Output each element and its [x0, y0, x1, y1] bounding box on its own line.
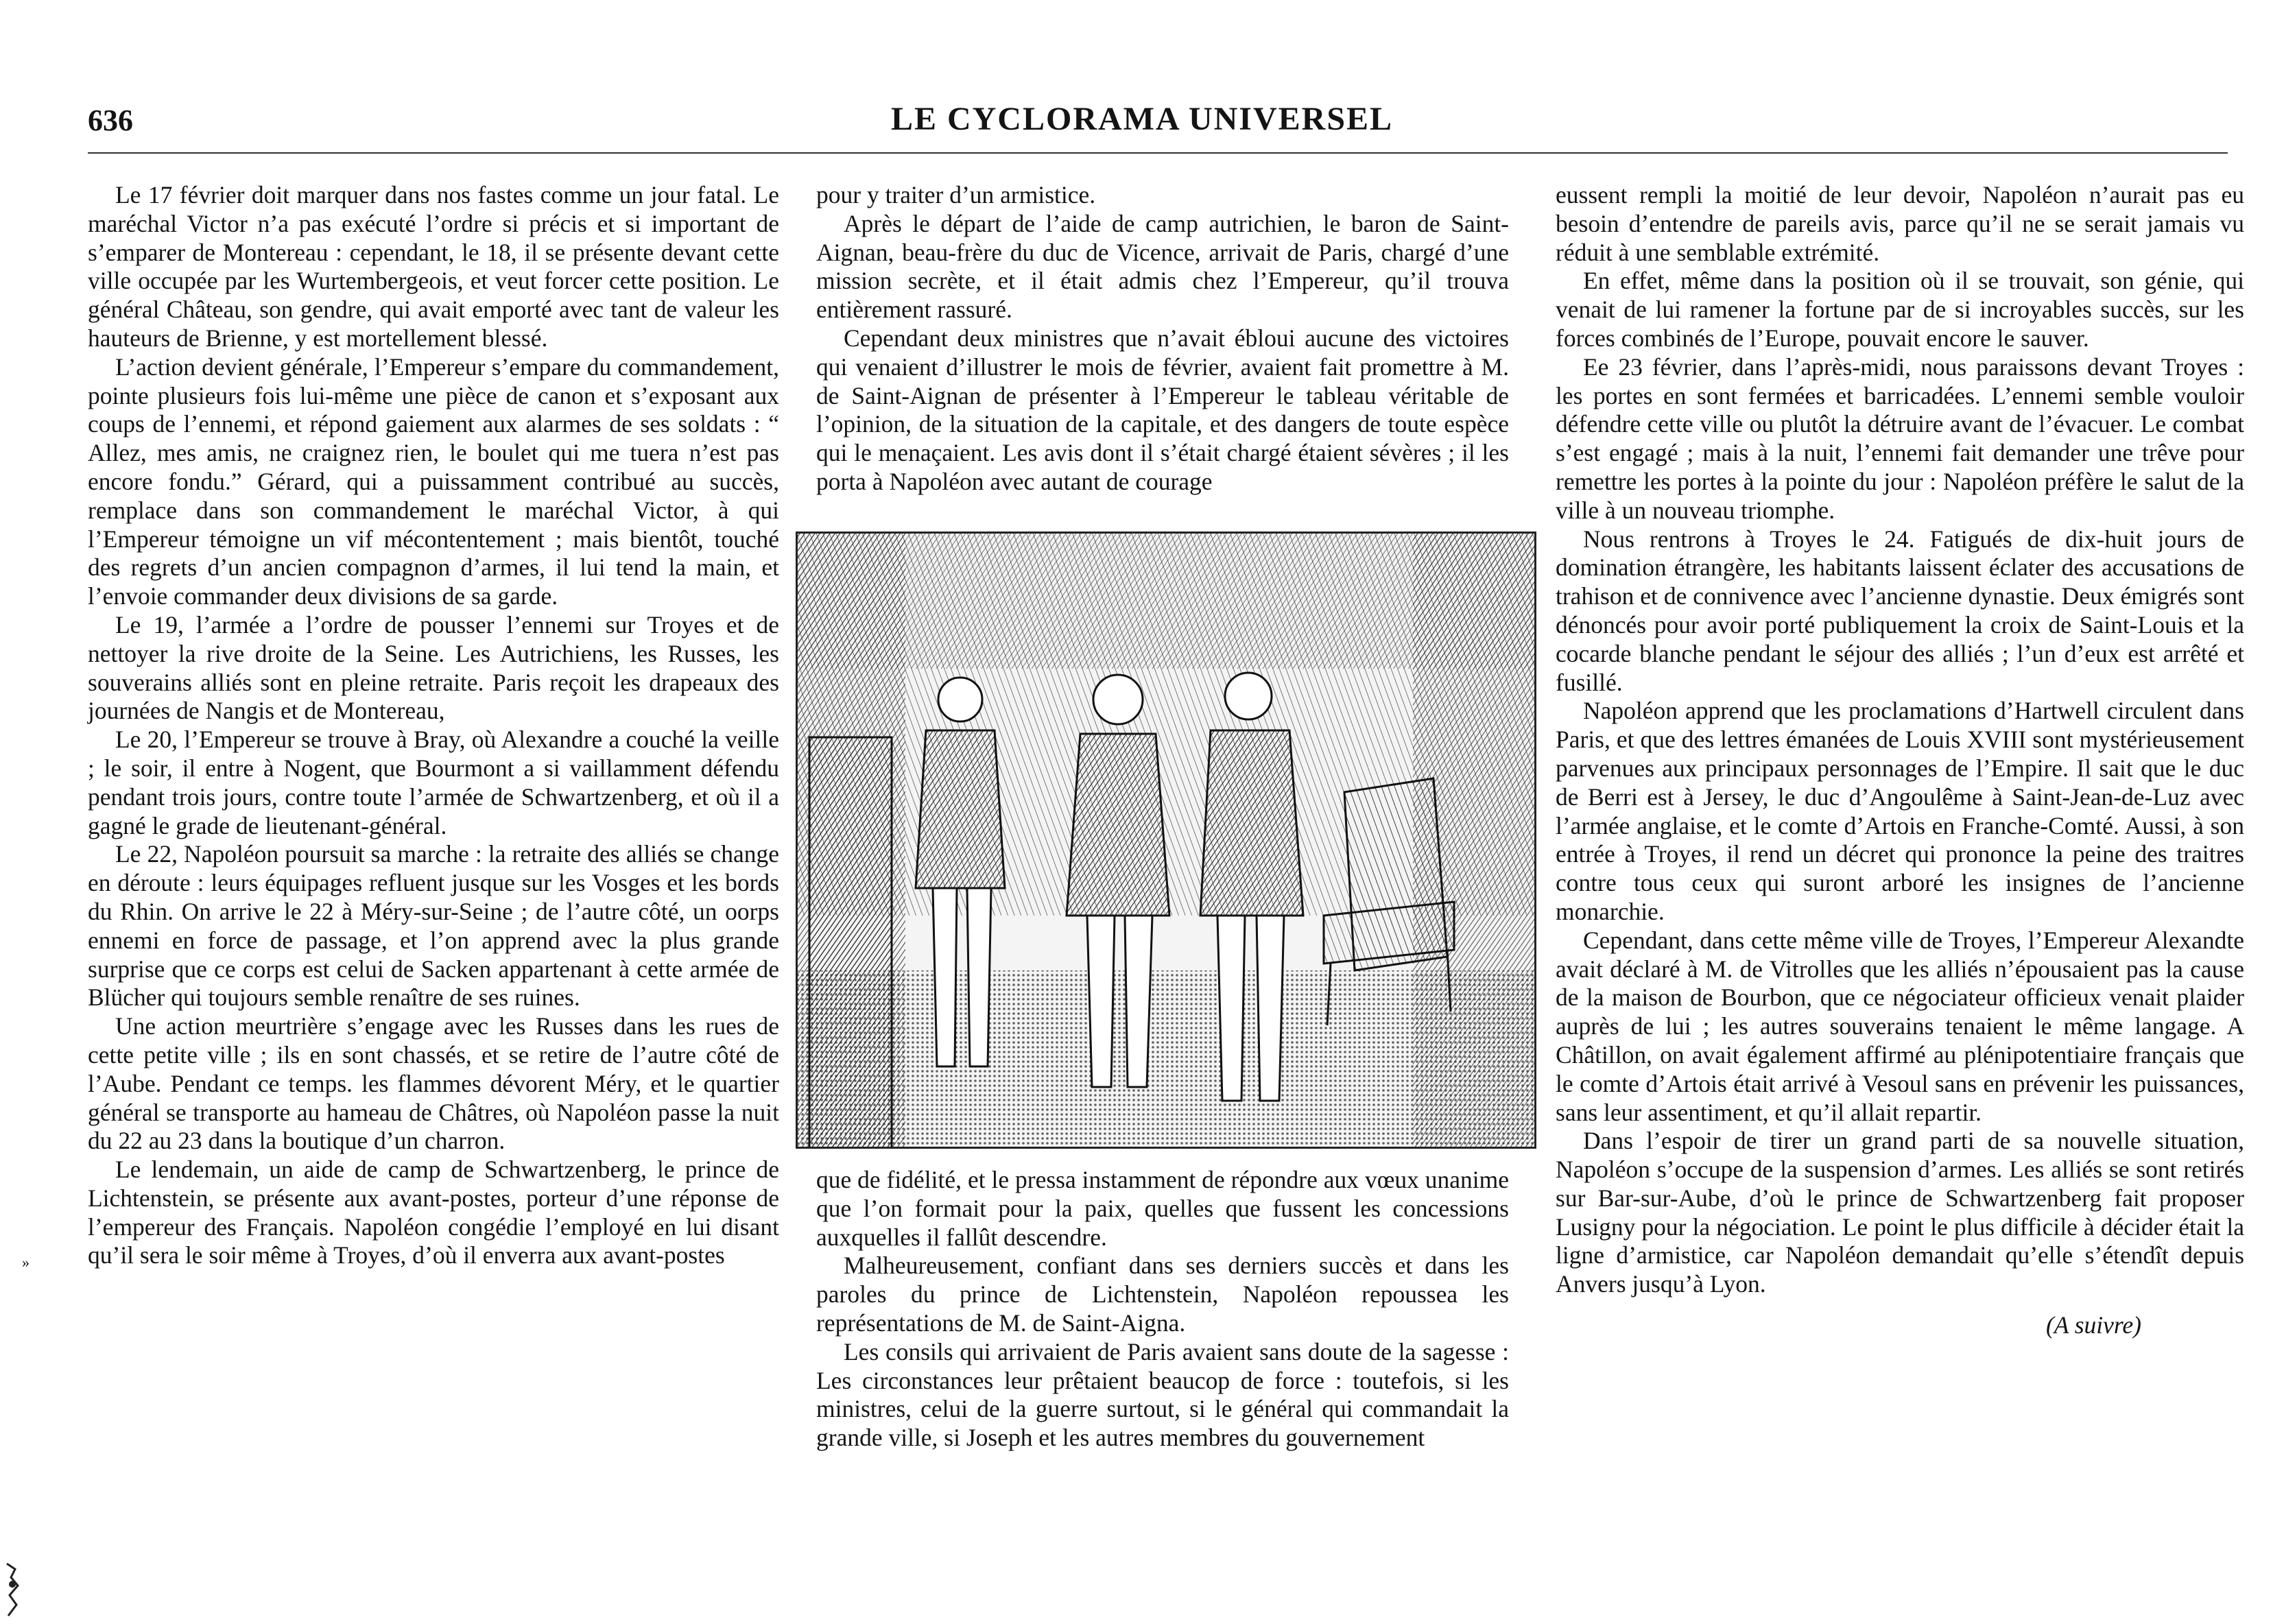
page-number: 636	[88, 104, 133, 137]
paragraph: Le 22, Napoléon poursuit sa marche : la retraite des alliés se change en déroute : leurs équipages refluent jusque sur les Vosges et les bords du Rhin. On arrive le 22 à Méry-sur-Seine ; de l’autre côté, un oorps ennemi en force de passage, et l’on apprend avec la plus grande surprise que ce corps est celui de Sacken appartenant à cette armée de Blücher qui toujours semble renaître de ses ruines.	[88, 840, 779, 1012]
paragraph: Après le départ de l’aide de camp autrichien, le baron de Saint-Aignan, beau-frère du duc de Vicence, arrivait de Paris, chargé d’une mission secrète, et il était admis chez l’Empereur, qu’il trouva entièrement rassuré.	[816, 209, 1509, 324]
paragraph: Le lendemain, un aide de camp de Schwartzenberg, le prince de Lichtenstein, se présente aux avant-postes, porteur d’une réponse de l’empereur des Français. Napoléon congédie l’employé en lui disant qu’il sera le soir même à Troyes, d’où il enverra aux avant-postes	[88, 1156, 779, 1269]
paragraph: Dans l’espoir de tirer un grand parti de sa nouvelle situation, Napoléon s’occupe de la suspension d’armes. Les alliés se sont retirés sur Bar-sur-Aube, d’où le prince de Schwartzenberg fait proposer Lusigny pour la négociation. Le point le plus difficile à décider était la ligne d’armistice, car Napoléon demandait qu’elle s’étendît depuis Anvers jusqu’à Lyon.	[1556, 1127, 2244, 1298]
paragraph: Une action meurtrière s’engage avec les Russes dans les rues de cette petite ville ; ils en sont chassés, et se retire de l’autre côté de l’Aube. Pendant ce temps. les flammes dévorent Méry, et le quartier général se transporte au hameau de Châtres, où Napoléon passe la nuit du 22 au 23 dans la boutique d’un charron.	[88, 1012, 779, 1155]
paragraph: L’action devient générale, l’Empereur s’empare du commandement, pointe plusieurs fois lui-même une pièce de canon et s’exposant aux coups de l’ennemi, et répond gaiement aux alarmes de ses soldats : “ Allez, mes amis, ne craignez rien, le boulet qui me tuera n’est pas encore fondu.” Gérard, qui a puissamment contribué au succès, remplace dans son commandement le maréchal Victor, à qui l’Empereur témoigne un vif mécontentement ; mais bientôt, touché des regrets d’un ancien compagnon d’armes, il lui tend la main, et l’envoie commander deux divisions de sa garde.	[88, 353, 779, 610]
right-column	[1556, 181, 2244, 1340]
paragraph: Le 20, l’Empereur se trouve à Bray, où Alexandre a couché la veille ; le soir, il entre à Nogent, que Bourmont a si vaillamment défendu pendant trois jours, contre toute l’armée de Schwartzenberg, et où il a gagné le grade de lieutenant-général.	[88, 726, 779, 839]
running-title: LE CYCLORAMA UNIVERSEL	[890, 101, 1394, 137]
middle-column-top	[816, 181, 1509, 497]
ink-blot-icon	[0, 1557, 27, 1621]
left-column	[88, 181, 779, 1270]
paragraph: Napoléon apprend que les proclamations d’Hartwell circulent dans Paris, et que des lettres émanées de Louis XVIII sont mystérieusement parvenues aux principaux personnages de l’Empire. Il sait que le duc de Berri est à Jersey, le duc d’Angoulême à Saint-Jean-de-Luz avec l’armée anglaise, et le comte d’Artois en Franche-Comté. Aussi, à son entrée à Troyes, il rend un décret qui prononce la peine des traitres contre tous ceux qui suront arboré les insignes de l’ancienne monarchie.	[1556, 697, 2244, 925]
paragraph: Le 17 février doit marquer dans nos fastes comme un jour fatal. Le maréchal Victor n’a pas exécuté l’ordre si précis et si important de s’emparer de Montereau : cependant, le 18, il se présente devant cette ville occupée par les Wurtembergeois, et veut forcer cette position. Le général Château, son gendre, qui avait emporté avec tant de valeur les hauteurs de Brienne, y est mortellement blessé.	[88, 181, 779, 352]
paragraph: Cependant deux ministres que n’avait ébloui aucune des victoires qui venaient d’illustrer le mois de février, avaient fait promettre à M. de Saint-Aignan de présenter à l’Empereur le tableau véritable de l’opinion, de la situation de la capitale, et des dangers de toute espèce qui le menaçaient. Les avis dont il s’était chargé étaient sévères ; il les porta à Napoléon avec autant de courage	[816, 324, 1509, 495]
paragraph: Nous rentrons à Troyes le 24. Fatigués de dix-huit jours de domination étrangère, les habitants laissent éclater des accusations de trahison et de connivence avec l’ancienne dynastie. Deux émigrés sont dénoncés pour avoir porté publiquement la croix de Saint-Louis et la cocarde blanche pendant le séjour des alliés ; l’un d’eux est arrêté et fusillé.	[1556, 525, 2244, 696]
engraving-illustration	[796, 532, 1536, 1149]
paragraph: Le 19, l’armée a l’ordre de pousser l’ennemi sur Troyes et de nettoyer la rive droite de la Seine. Les Autrichiens, les Russes, les souverains alliés sont en pleine retraite. Paris reçoit les drapeaux des journées de Nangis et de Montereau,	[88, 610, 779, 725]
margin-mark: »	[22, 1254, 29, 1271]
paragraph: pour y traiter d’un armistice.	[816, 181, 1096, 208]
middle-column-bottom	[816, 1166, 1509, 1453]
to-be-continued: (A suivre)	[2045, 1311, 2141, 1339]
paragraph: Ee 23 février, dans l’après-midi, nous paraissons devant Troyes : les portes en sont fermées et barricadées. L’ennemi semble vouloir défendre cette ville ou plutôt la détruire avant de l’évacuer. Le combat s’est engagé ; mais à la nuit, l’ennemi fait demander une trêve pour remettre les portes à la pointe du jour : Napoléon préfère le salut de la ville à un nouveau triomphe.	[1556, 353, 2244, 524]
header-rule	[88, 152, 2228, 154]
paragraph: Les consils qui arrivaient de Paris avaient sans doute de la sagesse : Les circonstances leur prêtaient beaucop de force : toutefois, si les ministres, celui de la guerre surtout, si le général qui commandait la grande ville, si Joseph et les autres membres du gouvernement	[816, 1337, 1509, 1452]
paragraph: Cependant, dans cette même ville de Troyes, l’Empereur Alexandte avait déclaré à M. de Vitrolles que les alliés n’épousaient pas la cause de la maison de Bourbon, que ce négociateur officieux venait plaider auprès de lui ; les autres souverains tenaient le même langage. A Châtillon, on avait également affirmé au plénipotentiaire français que le comte d’Artois était arrivé à Vesoul sans en prévenir les puissances, sans leur assentiment, et qu’il allait repartir.	[1556, 926, 2244, 1126]
paragraph: En effet, même dans la position où il se trouvait, son génie, qui venait de lui ramener la fortune par de si incroyables succès, sur les forces combinés de l’Europe, pouvait encore le sauver.	[1556, 267, 2244, 352]
paragraph: que de fidélité, et le pressa instamment de répondre aux vœux unanime que l’on formait pour la paix, quelles que fussent les concessions auxquelles il fallût descendre.	[816, 1166, 1509, 1251]
paragraph: Malheureusement, confiant dans ses derniers succès et dans les paroles du prince de Lichtenstein, Napoléon repoussea les représentations de M. de Saint-Aigna.	[816, 1252, 1509, 1337]
paragraph: eussent rempli la moitié de leur devoir, Napoléon n’aurait pas eu besoin d’entendre de pareils avis, parce qu’il ne se serait jamais vu réduit à une semblable extrémité.	[1556, 181, 2244, 266]
